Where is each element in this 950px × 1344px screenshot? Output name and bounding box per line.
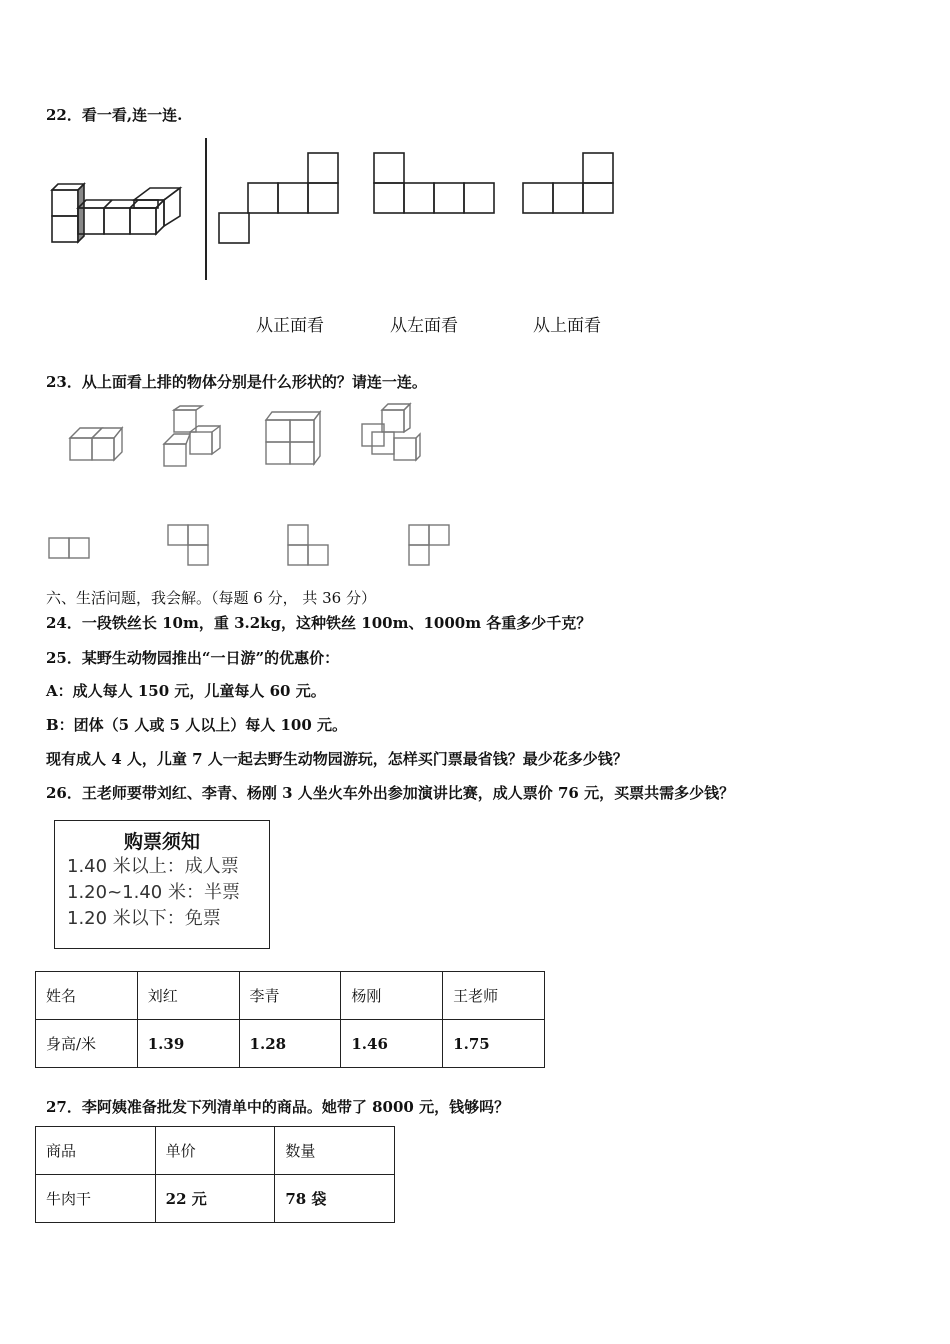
table-header-cell: 刘红 [137, 972, 239, 1020]
shape-option-3 [287, 524, 331, 568]
q25-question: 现有成人 4 人，儿童 7 人一起去野生动物园游玩，怎样买门票最省钱？最少花多少钱？ [46, 750, 628, 768]
q25-option-b: B：团体（5 人或 5 人以上）每人 100 元。 [46, 716, 347, 734]
table-cell: 1.39 [137, 1020, 239, 1068]
top-view-shape [522, 152, 614, 214]
table-cell: 22 元 [155, 1175, 275, 1223]
table-header-cell: 杨刚 [341, 972, 443, 1020]
table-cell: 牛肉干 [36, 1175, 156, 1223]
view-label-top: 从上面看 [533, 316, 601, 336]
ticket-notice-box [54, 820, 270, 949]
table-row [36, 972, 545, 1020]
notice-row: 1.40 米以上：成人票 [67, 856, 239, 877]
height-table [35, 971, 545, 1068]
notice-row: 1.20~1.40 米：半票 [67, 882, 240, 903]
table-row [36, 1020, 545, 1068]
table-row-label: 身高/米 [36, 1020, 138, 1068]
table-header-cell: 单价 [155, 1127, 275, 1175]
q25-option-a: A：成人每人 150 元，儿童每人 60 元。 [46, 682, 326, 700]
q27-title: 27．李阿姨准备批发下列清单中的商品。她带了 8000 元，钱够吗？ [46, 1098, 510, 1116]
shape-option-4 [408, 524, 452, 568]
notice-title: 购票须知 [123, 831, 200, 853]
view-label-front: 从正面看 [256, 316, 324, 336]
q25-title: 25．某野生动物园推出“一日游”的优惠价： [46, 649, 340, 667]
goods-table [35, 1126, 395, 1223]
object-3 [264, 410, 322, 466]
table-header-cell: 李青 [239, 972, 341, 1020]
table-header-cell: 数量 [275, 1127, 395, 1175]
object-4 [358, 402, 424, 466]
left-view-shape [373, 152, 495, 214]
notice-row: 1.20 米以下：免票 [67, 908, 221, 929]
q24-text: 24．一段铁丝长 10m，重 3.2kg，这种铁丝 100m、1000m 各重多少千克？ [46, 614, 592, 632]
q26-title: 26．王老师要带刘红、李青、杨刚 3 人坐火车外出参加演讲比赛，成人票价 76 元，买票共需多少钱？ [46, 784, 735, 802]
table-row [36, 1175, 395, 1223]
table-header-cell: 王老师 [443, 972, 545, 1020]
table-cell: 1.46 [341, 1020, 443, 1068]
table-header-cell: 商品 [36, 1127, 156, 1175]
shape-option-2 [167, 524, 211, 568]
divider-line [205, 138, 207, 280]
q23-title: 23．从上面看上排的物体分别是什么形状的？请连一连。 [46, 373, 427, 391]
object-1 [68, 420, 124, 466]
shape-option-1 [48, 536, 92, 560]
q22-title: 22．看一看,连一连. [46, 106, 183, 124]
table-row [36, 1127, 395, 1175]
table-cell: 1.75 [443, 1020, 545, 1068]
table-cell: 1.28 [239, 1020, 341, 1068]
table-cell: 78 袋 [275, 1175, 395, 1223]
object-2 [160, 406, 226, 468]
view-label-left: 从左面看 [390, 316, 458, 336]
front-view-shape [218, 152, 340, 244]
cube-stack-figure [48, 180, 188, 250]
section-6-heading: 六、生活问题，我会解。（每题 6 分， 共 36 分） [46, 589, 376, 607]
table-header-cell: 姓名 [36, 972, 138, 1020]
